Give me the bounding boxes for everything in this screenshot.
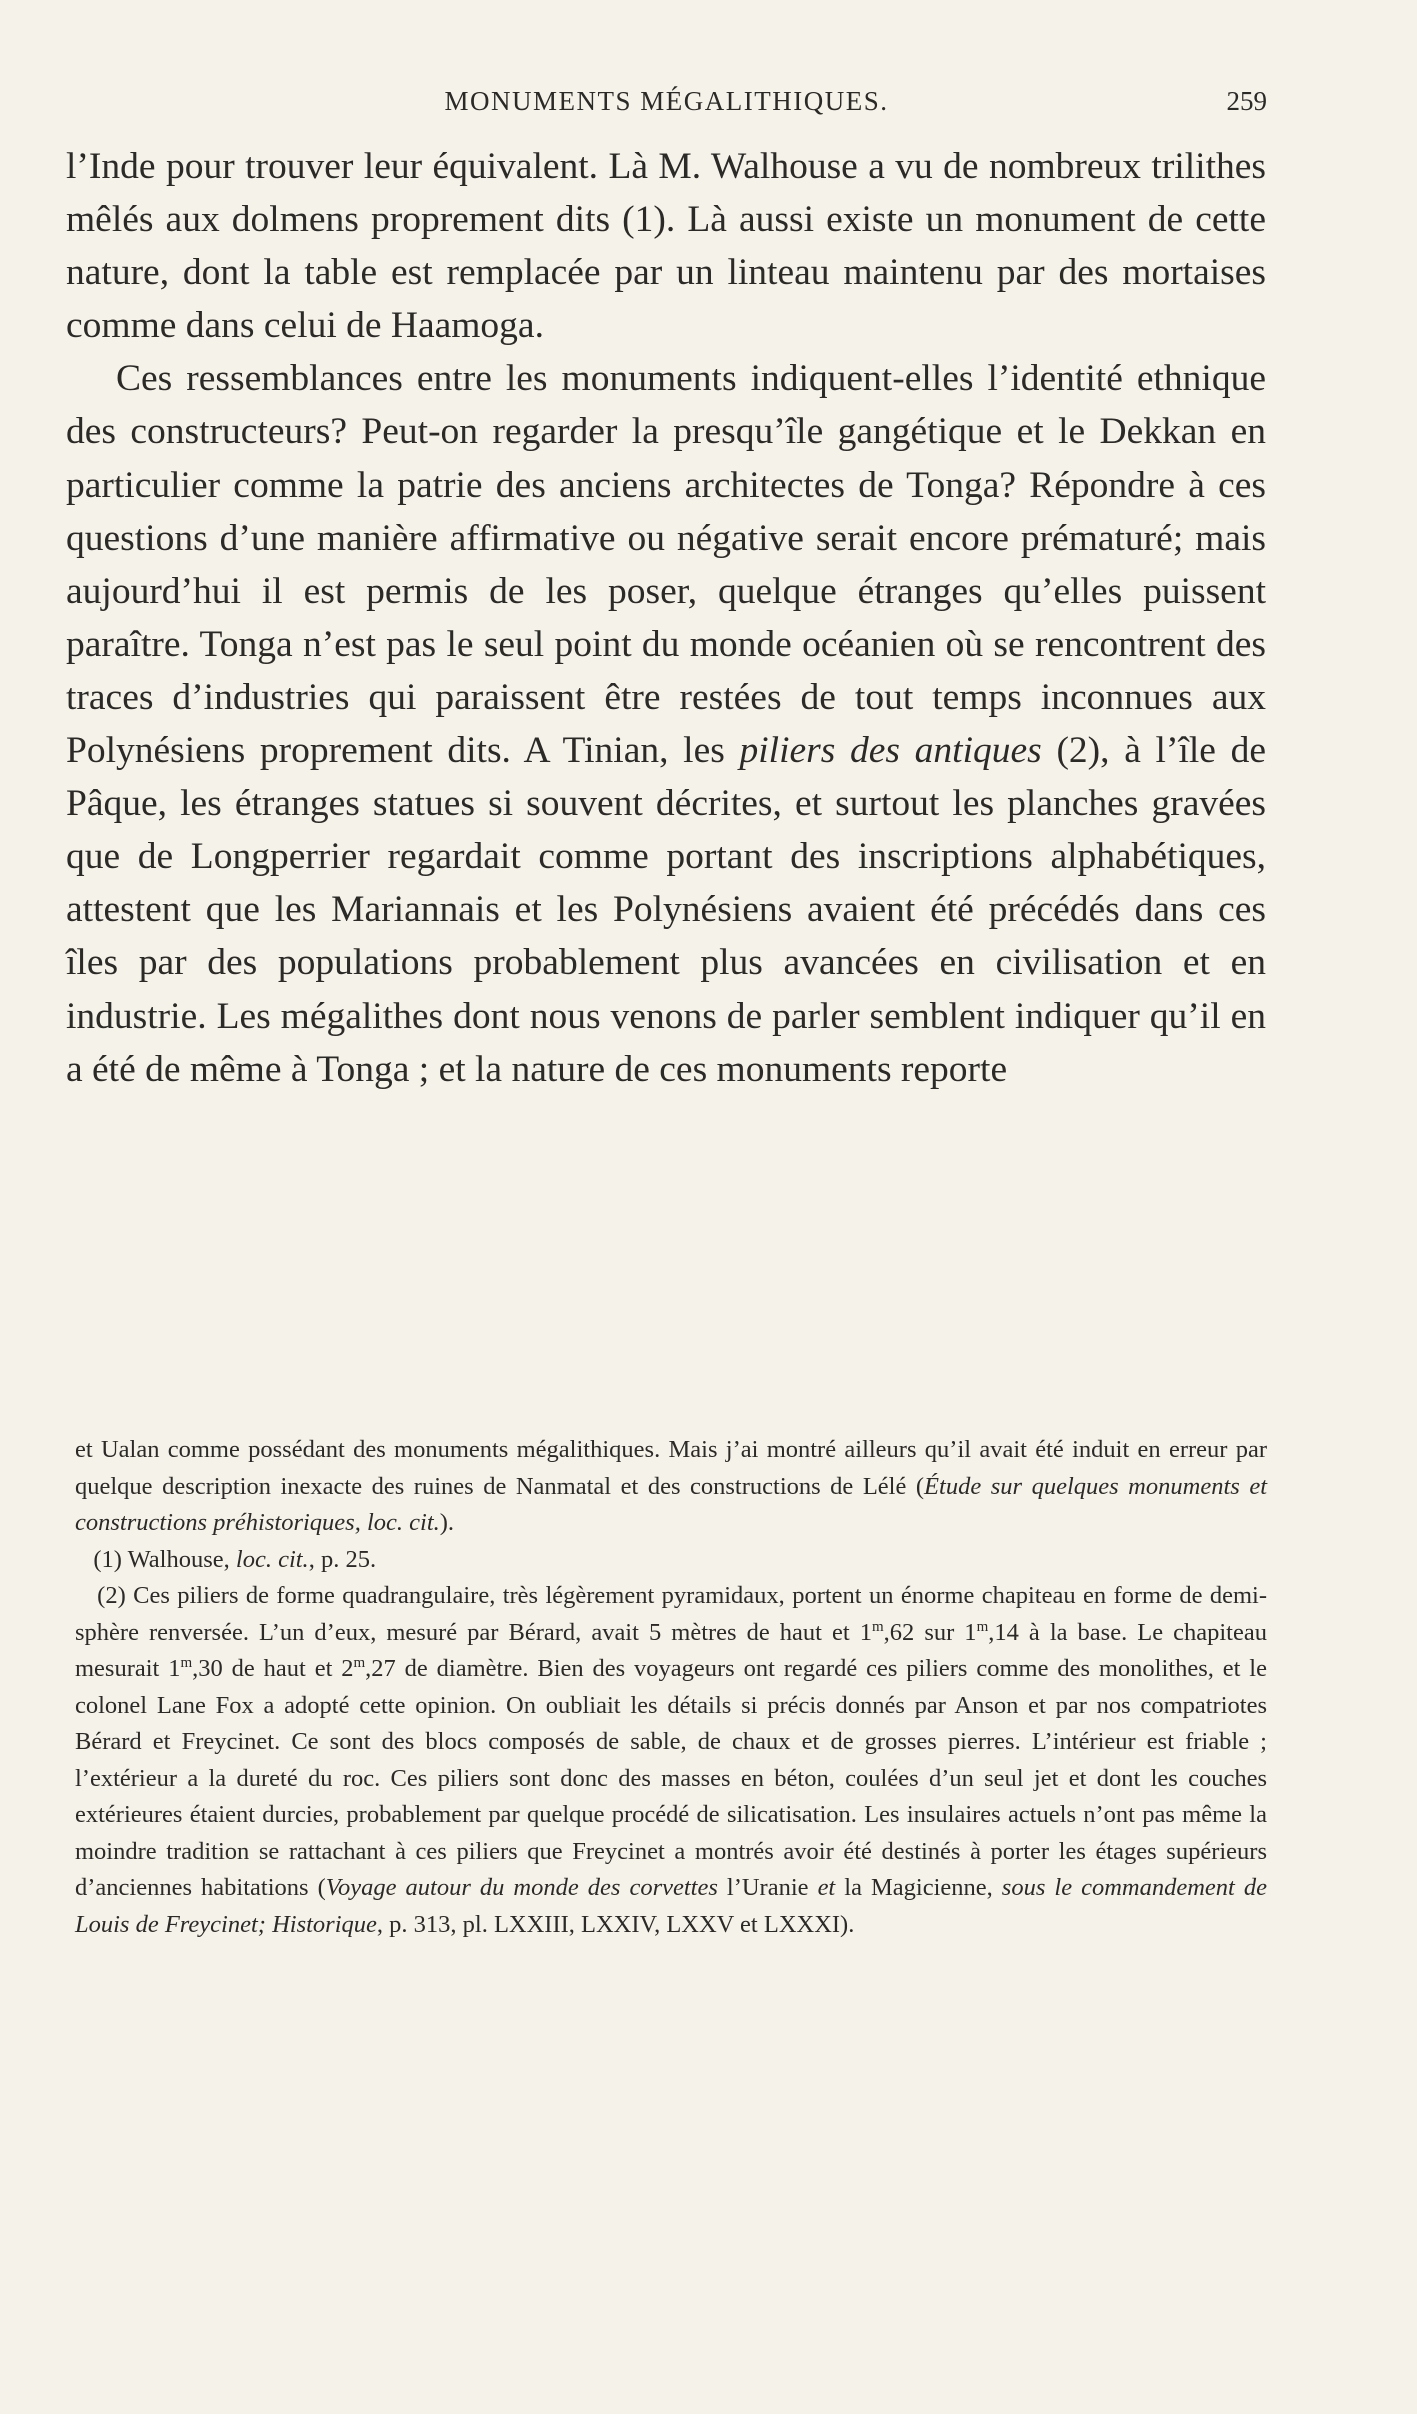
footnote-2-italic-1: Voyage autour du monde des corvettes [325,1874,718,1901]
footnote-1 [75,1542,1267,1579]
footnote-1-italic: loc. cit. [235,1545,309,1573]
paragraph-2-text-b: (2), à l’île de Pâque, les étranges statues si souvent décrites, et surtout les planches gravées que de Longperrier regardait comme portant des inscriptions alphabétiques, attestent que les Mariannais et les Polynésiens avaient été précédés dans ces îles par des populations probablement plus avancées en civilisation et en industrie. Les mégalithes dont nous venons de parler semblent indiquer qu’il en a été de même à Tonga ; et la nature de ces monuments reporte [66,730,1266,1090]
running-head [66,86,1267,126]
footnotes [75,1432,1267,1943]
footnote-2-text-g: la Magicienne, [835,1874,1002,1901]
footnote-2-text-e: ,27 de diamètre. Bien des voyageurs ont regardé ces piliers comme des monolithes, et le colonel Lane Fox a adopté cette opinion. On oubliait les détails si précis donnés par Anson et par nos compatriotes Bérard et Freycinet. Ce sont des blocs composés de sable, de chaux et de grosses pierres. L’intérieur est friable ; l’extérieur a la dureté du roc. Ces piliers sont donc des masses en béton, coulées d’un seul jet et dont les couches extérieures étaient durcies, probablement par quelque procédé de silicatisation. Les insulaires actuels n’ont pas même la moindre tradition se rattachant à ces piliers que Freycinet a montrés avoir été destinés à porter les étages supérieurs d’anciennes habitations ( [75,1655,1267,1901]
footnote-2-sup-1: m [871,1618,884,1635]
footnote-continuation-text-b: ). [439,1509,455,1536]
footnote-2-italic-3: sous le commandement de Louis de Freycinet; Historique [75,1874,1268,1938]
main-text [66,140,1266,1096]
paragraph-2-text-a: Ces ressemblances entre les monuments indiquent-elles l’identité ethnique des constructeurs? Peut-on regarder la presqu’île gangétique et le Dekkan en particulier comme la patrie des anciens architectes de Tonga? Répondre à ces questions d’une manière affirmative ou négative serait encore prématuré; mais aujourd’hui il est permis de les poser, quelque étranges qu’elles puissent paraître. Tonga n’est pas le seul point du monde océanien où se rencontrent des traces d’industries qui paraissent être restées de tout temps inconnues aux Polynésiens proprement dits. A Tinian, les [66,358,1266,772]
footnote-2-sup-4: m [353,1654,366,1671]
page-number: 259 [1226,86,1267,116]
footnote-continuation [75,1432,1267,1542]
footnote-2-sup-2: m [976,1618,989,1635]
footnote-2-label: (2) [97,1582,126,1609]
footnote-2-text-f: l’Uranie [717,1874,818,1901]
footnote-2-italic-2: et [817,1874,836,1901]
footnote-2-text-h: , p. 313, pl. LXXIII, LXXIV, LXXV et LXXXI). [376,1910,855,1938]
footnote-1-text-b: , p. 25. [308,1545,377,1573]
footnote-1-label: (1) [93,1545,122,1573]
footnote-continuation-text-a: et Ualan comme possédant des monuments mégalithiques. Mais j’ai montré ailleurs qu’il avait été induit en erreur par quelque description inexacte des ruines de Nanmatal et des constructions de Lélé ( [75,1436,1267,1500]
running-title: MONUMENTS MÉGALITHIQUES. [444,86,889,116]
footnote-2 [75,1578,1267,1943]
paragraph-2-italic: piliers des antiques [739,730,1042,772]
paragraph-1-text: l’Inde pour trouver leur équivalent. Là M. Walhouse a vu de nombreux trilithes mêlés aux dolmens proprement dits (1). Là aussi existe un monument de cette nature, dont la table est remplacée par un linteau maintenu par des mortaises comme dans celui de Haamoga. [66,146,1266,347]
footnote-1-text-a: Walhouse, [121,1545,236,1573]
footnote-2-text-d: ,30 de haut et 2 [192,1655,354,1682]
footnote-continuation-italic: Étude sur quelques monuments et constructions préhistoriques, loc. cit. [75,1472,1267,1536]
footnote-2-text-c: ,14 à la base. Le chapiteau mesurait 1 [75,1618,1267,1682]
footnote-2-text-a: Ces piliers de forme quadrangulaire, très légèrement pyramidaux, portent un énorme chapiteau en forme de demi-sphère renversée. L’un d’eux, mesuré par Bérard, avait 5 mètres de haut et 1 [75,1582,1267,1646]
paragraph-2 [66,352,1266,1095]
paragraph-1 [66,140,1266,352]
footnote-2-text-b: ,62 sur 1 [883,1618,977,1646]
footnote-2-sup-3: m [180,1654,193,1671]
